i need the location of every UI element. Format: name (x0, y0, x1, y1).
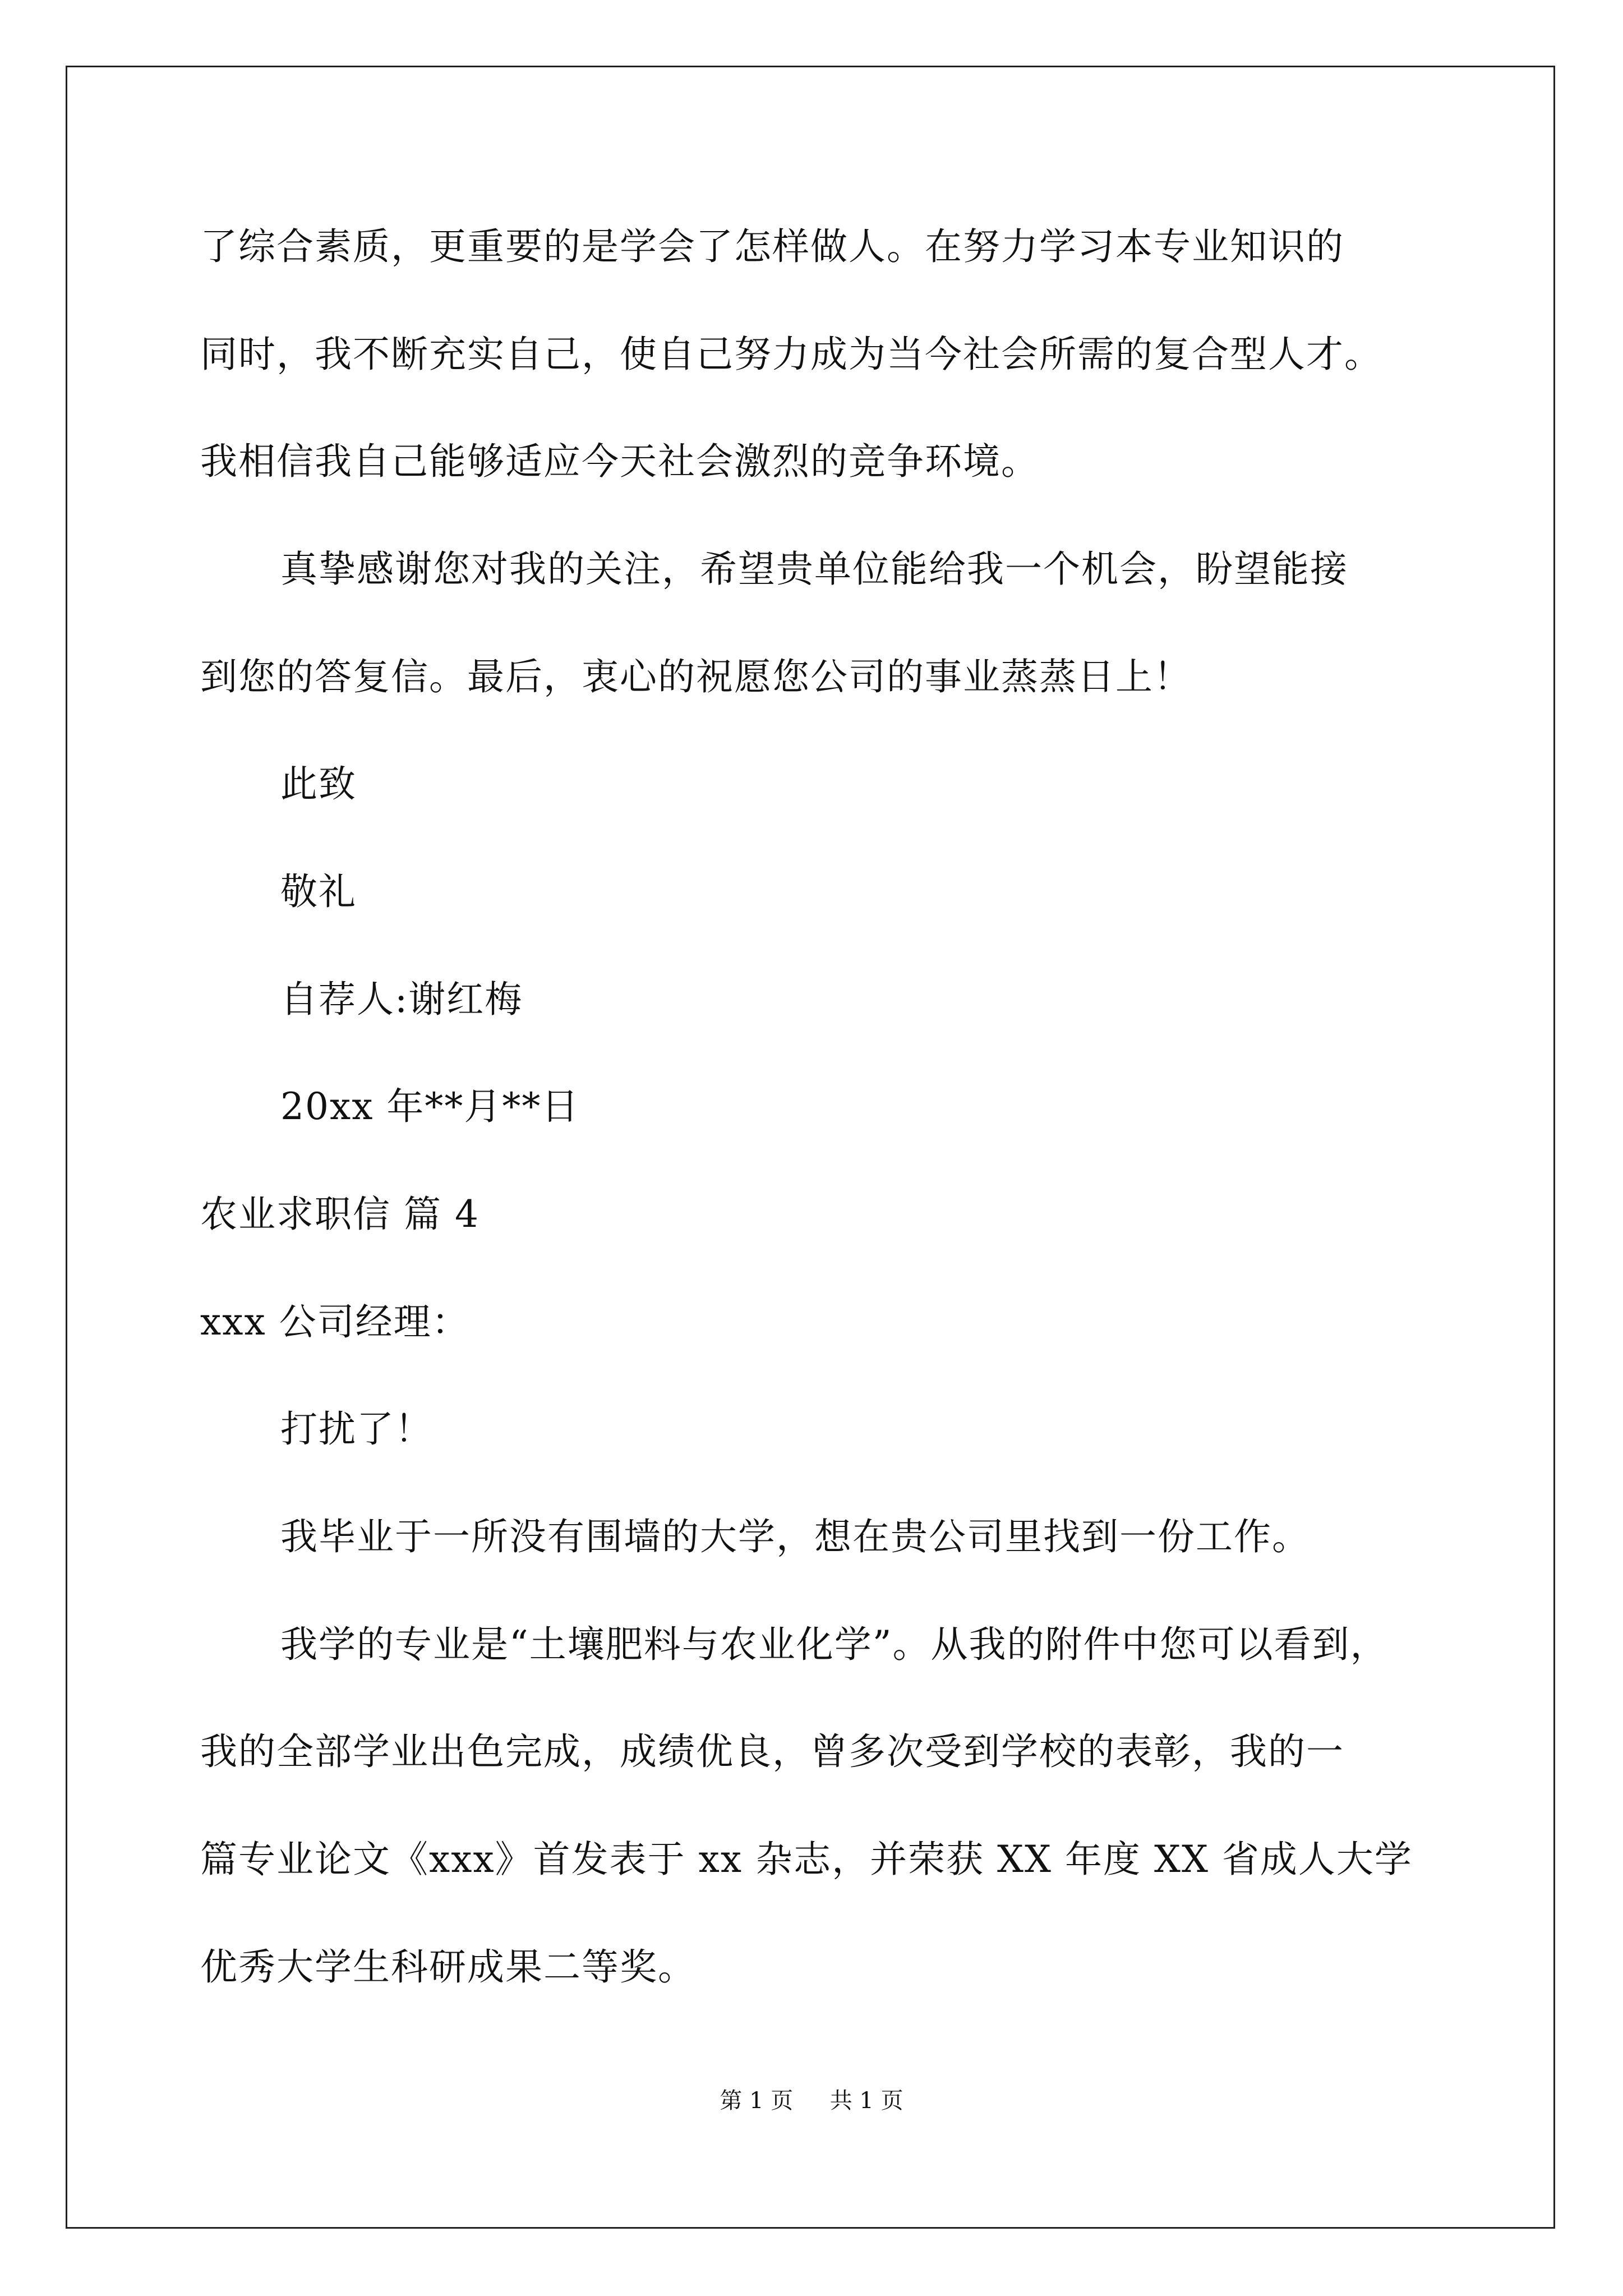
text-line-5: 到您的答复信。最后，衷心的祝愿您公司的事业蒸蒸日上！ (200, 655, 1192, 698)
page-number: 第 1 页 (720, 2088, 794, 2114)
text-line-3: 我相信我自己能够适应今天社会激烈的竞争环境。 (200, 440, 1039, 483)
page-frame (66, 66, 1555, 2229)
page-total: 共 1 页 (829, 2088, 903, 2114)
page-footer (0, 2087, 1623, 2115)
signature-line: 自荐人:谢红梅 (280, 978, 523, 1021)
text-line-2: 同时，我不断充实自己，使自己努力成为当今社会所需的复合型人才。 (200, 333, 1382, 376)
text-line-16: 篇专业论文《xxx》首发表于 xx 杂志，并荣获 XX 年度 XX 省成人大学 (200, 1838, 1413, 1881)
closing-regards: 敬礼 (280, 870, 357, 913)
greeting-line: xxx 公司经理： (200, 1300, 470, 1343)
text-line-14: 我学的专业是“土壤肥料与农业化学”。从我的附件中您可以看到， (280, 1623, 1389, 1666)
text-line-4: 真挚感谢您对我的关注，希望贵单位能给我一个机会，盼望能接 (280, 547, 1348, 591)
closing-salutation: 此致 (280, 762, 357, 806)
text-line-1: 了综合素质，更重要的是学会了怎样做人。在努力学习本专业知识的 (200, 225, 1344, 268)
text-line-15: 我的全部学业出色完成，成绩优良，曾多次受到学校的表彰，我的一 (200, 1730, 1344, 1773)
date-line: 20xx 年**月**日 (280, 1085, 580, 1128)
text-line-12: 打扰了！ (280, 1407, 433, 1451)
section-heading: 农业求职信 篇 4 (200, 1193, 479, 1236)
text-line-17: 优秀大学生科研成果二等奖。 (200, 1945, 696, 1989)
text-line-13: 我毕业于一所没有围墙的大学，想在贵公司里找到一份工作。 (280, 1515, 1310, 1558)
